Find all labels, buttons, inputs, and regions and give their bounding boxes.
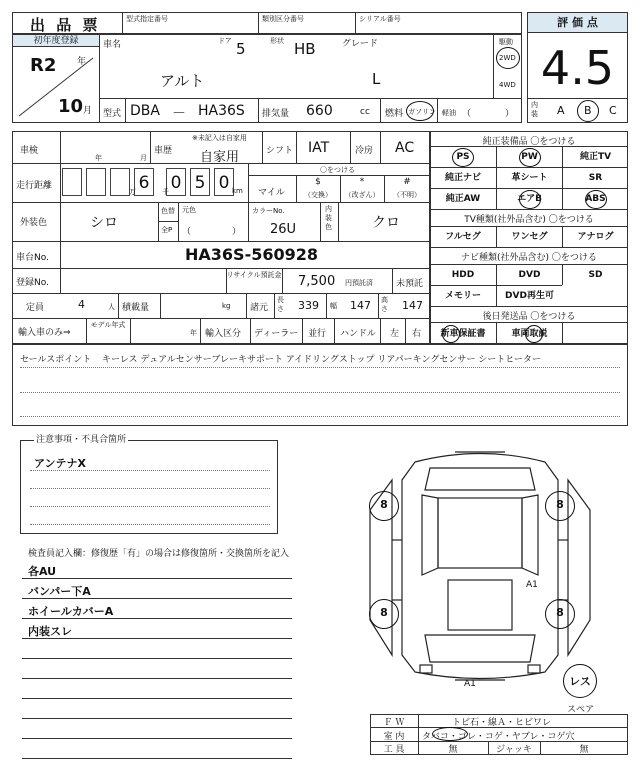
caution-label: 注意事項・不具合箇所 <box>34 432 128 445</box>
chassis-label: 車台No. <box>16 253 49 263</box>
mileage-digit <box>86 168 106 196</box>
later-items-grid <box>430 322 628 344</box>
caution-line-1: アンテナX <box>34 457 87 470</box>
first-reg-month: 10 <box>58 96 84 117</box>
model-dash: － <box>172 106 186 122</box>
capacity-value: 4 <box>78 298 85 311</box>
sales-point-label: セールスポイント <box>20 355 92 365</box>
orig-color-paren-open: （ <box>182 227 192 237</box>
navi-item: DVD再生可 <box>496 285 562 306</box>
interior-grade-c: C <box>609 104 617 117</box>
load-unit: kg <box>222 302 231 310</box>
mileage-label: 走行距離 <box>16 181 53 191</box>
fw-value: トビ石・線Ａ・ヒビワレ <box>452 718 552 728</box>
dims-label: 諸元 <box>250 303 269 313</box>
oem-item-label: ABS <box>585 194 606 204</box>
damage-mark-side: A1 <box>526 580 538 590</box>
later-item-empty <box>562 322 628 344</box>
oem-item-label: 純正TV <box>579 152 612 162</box>
later-item <box>430 322 496 344</box>
interior-row-label: 室 内 <box>383 732 405 742</box>
shape-value: HB <box>294 40 316 58</box>
oem-item <box>562 167 628 188</box>
navi-item: メモリー <box>430 285 496 306</box>
tv-item: ワンセグ <box>496 226 562 247</box>
load-label: 積載量 <box>122 303 150 313</box>
interior-row-value: タバコ・ゴレ・コゲ・ヤブレ・コゲ穴 <box>422 732 575 742</box>
oem-item-circle <box>519 190 541 209</box>
full-paint-label: 全P <box>161 226 173 234</box>
oem-item <box>496 146 562 167</box>
meter-option-tamper: （改ざん） <box>344 191 380 199</box>
door-label: ドア <box>218 37 232 45</box>
inspector-label: 検査員記入欄：修復歴「有」の場合は修復箇所・交換箇所を記入 <box>28 549 290 559</box>
shift-value: IAT <box>308 140 330 156</box>
shaken-month-unit: 月 <box>140 154 147 162</box>
tools-right-value: 無 <box>579 745 589 755</box>
oem-item <box>562 188 628 209</box>
interior-color-label: 内装色 <box>325 205 332 231</box>
meter-option-unknown-sym: # <box>403 177 411 187</box>
later-item-circle <box>525 325 543 343</box>
history-label: 車歴 <box>154 146 173 156</box>
oem-title: 純正装備品 〇をつける <box>482 137 576 147</box>
first-reg-month-unit: 月 <box>83 106 93 116</box>
tv-type-grid <box>430 226 628 247</box>
light-oil-paren-close: ） <box>505 109 515 119</box>
tire-rr-value: 8 <box>556 606 564 619</box>
later-item-circle <box>442 325 460 343</box>
grade-value: L <box>372 70 381 88</box>
inspector-line-3: ホイールカバーA <box>28 605 114 618</box>
mileage-sen-unit: 千 <box>162 188 169 196</box>
mileage-man-unit: 万 <box>129 188 136 196</box>
tire-fl-value: 8 <box>380 498 388 511</box>
oem-item-circle <box>585 190 607 209</box>
car-damage-diagram <box>360 440 600 690</box>
color-label: 外装色 <box>20 218 48 228</box>
recycle-value: 7,500 <box>298 274 336 289</box>
tv-item: フルセグ <box>430 226 496 247</box>
later-title: 後日発送品 〇をつける <box>482 312 576 322</box>
shift-label: シフト <box>266 146 294 156</box>
displacement-value: 660 <box>306 103 333 119</box>
car-name-value: アルト <box>160 72 205 90</box>
color-no-label: カラーNo. <box>252 207 285 215</box>
width-label: 幅 <box>330 302 337 310</box>
drive-4wd: 4WD <box>499 81 516 89</box>
meter-option-tamper-sym: * <box>359 177 365 187</box>
dealer-label: ディーラー <box>254 329 299 339</box>
height-value: 147 <box>402 299 423 312</box>
serial-number-label: シリアル番号 <box>359 15 401 23</box>
interior-grade-a: A <box>557 104 565 117</box>
tools-jack-label: ジャッキ <box>496 745 532 755</box>
meter-option-unknown: （不明） <box>393 191 421 199</box>
navi-item: SD <box>562 264 628 285</box>
mileage-digit: 0 <box>214 168 234 196</box>
tv-title: TV種類(社外品含む) 〇をつける <box>464 215 594 225</box>
tv-item: アナログ <box>562 226 628 247</box>
shaken-year-unit: 年 <box>95 154 102 162</box>
later-item-label: 新車保証書 <box>440 329 486 339</box>
interior-grade-label: 内装 <box>531 101 538 118</box>
model-label: 型式 <box>103 109 122 119</box>
mileage-digit <box>62 168 82 196</box>
interior-grade-circle <box>577 100 599 122</box>
shape-label: 形状 <box>270 37 284 45</box>
fw-label: Ｆ Ｗ <box>383 718 405 728</box>
oem-item-label: PS <box>456 152 470 162</box>
oem-item-circle <box>519 148 541 167</box>
capacity-unit: 人 <box>108 303 115 311</box>
score-value: 4.5 <box>540 41 615 95</box>
drive-label: 駆動 <box>499 38 513 46</box>
tools-label: 工 具 <box>383 745 405 755</box>
first-reg-year-unit: 年 <box>77 57 87 67</box>
recycle-status: 未預託 <box>396 279 424 289</box>
interior-grade-b: B <box>584 104 592 117</box>
tire-fr-value: 8 <box>556 498 564 511</box>
form-title: 出 品 票 <box>30 16 101 34</box>
later-item-label: 車両取説 <box>511 329 548 339</box>
oem-item-label: エアB <box>517 194 542 204</box>
oem-item-circle <box>452 148 474 167</box>
parallel-label: 並行 <box>308 329 327 339</box>
drive-2wd: 2WD <box>499 54 516 62</box>
mileage-digit <box>110 168 130 196</box>
displacement-label: 排気量 <box>262 109 290 119</box>
displacement-unit: cc <box>360 107 370 117</box>
capacity-label: 定員 <box>26 303 45 313</box>
mileage-digit: 5 <box>190 168 210 196</box>
width-value: 147 <box>350 299 371 312</box>
model-year-unit: 年 <box>190 329 197 337</box>
inspector-line-2: バンパー下A <box>28 585 91 598</box>
first-reg-era: R2 <box>30 55 57 76</box>
recycle-label: リサイクル預託金 <box>226 271 282 279</box>
light-oil-paren-open: （ <box>462 109 472 119</box>
model-year-label: モデル年式 <box>90 321 126 329</box>
ac-label: 冷房 <box>355 146 374 156</box>
meter-option-exchange-sym: $ <box>315 177 321 187</box>
oem-item <box>430 146 496 167</box>
category-number-label: 類別区分番号 <box>262 15 304 23</box>
interior-color-value: クロ <box>372 215 400 231</box>
oem-item-label: 純正ナビ <box>444 173 481 183</box>
light-oil-label: 軽油 <box>442 109 456 117</box>
oem-item <box>562 146 628 167</box>
model-prefix: DBA <box>130 103 160 119</box>
handle-left: 左 <box>390 329 400 339</box>
type-designation-label: 型式指定番号 <box>126 15 168 23</box>
inspector-line-1: 各AU <box>28 565 57 578</box>
model-code: HA36S <box>198 103 245 119</box>
oem-item-label: 革シート <box>511 173 548 183</box>
tire-rl-value: 8 <box>380 606 388 619</box>
height-label: 高さ <box>381 296 388 313</box>
oem-item <box>496 188 562 209</box>
shaken-label: 車検 <box>20 146 39 156</box>
reg-no-label: 登録No. <box>16 278 49 288</box>
spare-status: レス <box>569 675 591 688</box>
oem-item <box>430 188 496 209</box>
ac-value: AC <box>395 140 415 156</box>
color-change-label: 色替 <box>161 207 175 215</box>
color-value: シロ <box>90 215 118 231</box>
length-label: 長さ <box>277 296 284 313</box>
meter-circle-note: 〇をつける <box>320 166 355 174</box>
fuel-value: ガソリン <box>408 108 436 116</box>
spare-label: スペア <box>567 705 595 715</box>
score-label: 評 価 点 <box>528 13 627 33</box>
handle-right: 右 <box>412 329 422 339</box>
orig-color-paren-close: ） <box>232 227 242 237</box>
damage-mark-bottom: A1 <box>464 679 476 689</box>
mileage-km-unit: km <box>232 187 243 195</box>
mile-label: マイル <box>258 188 285 198</box>
original-color-label: 元色 <box>182 206 196 214</box>
mileage-digit: 0 <box>166 168 186 196</box>
mileage-digits <box>62 166 247 198</box>
oem-item <box>430 167 496 188</box>
door-value: 5 <box>236 40 246 58</box>
navi-type-grid <box>430 264 628 306</box>
later-item <box>496 322 562 344</box>
sales-point-text: キーレス デュアルセンサーブレーキサポート アイドリングストップ リアパーキングセンサー シートヒーター <box>102 355 541 365</box>
import-label: 輸入車のみ⇒ <box>18 328 71 338</box>
recycle-unit: 円預託済 <box>345 279 373 287</box>
color-no-value: 26U <box>270 222 297 237</box>
oem-equipment-grid <box>430 146 628 209</box>
import-type-label: 輸入区分 <box>205 329 242 339</box>
oem-item <box>496 167 562 188</box>
navi-item: HDD <box>430 264 496 285</box>
navi-title: ナビ種類(社外品含む) 〇をつける <box>461 253 597 263</box>
oem-item-label: PW <box>521 152 538 162</box>
mileage-digit: 6 <box>134 168 154 196</box>
inspector-line-4: 内装スレ <box>28 625 72 638</box>
fuel-label: 燃料 <box>385 109 404 119</box>
interior-dirt-circle <box>432 727 468 741</box>
length-value: 339 <box>298 299 319 312</box>
handle-label: ハンドル <box>340 329 377 339</box>
history-value: 自家用 <box>200 150 240 165</box>
oem-item-label: 純正AW <box>445 194 481 204</box>
navi-item: DVD <box>496 264 562 285</box>
grade-label: グレード <box>342 39 379 49</box>
first-reg-label: 初年度登録 <box>13 35 99 47</box>
tools-left-value: 無 <box>448 745 458 755</box>
chassis-value: HA36S-560928 <box>185 245 318 264</box>
oem-item-label: SR <box>588 173 603 183</box>
history-note: ※未記入は自家用 <box>192 134 247 142</box>
meter-option-exchange: （交換） <box>304 191 332 199</box>
car-name-label: 車名 <box>103 40 122 50</box>
